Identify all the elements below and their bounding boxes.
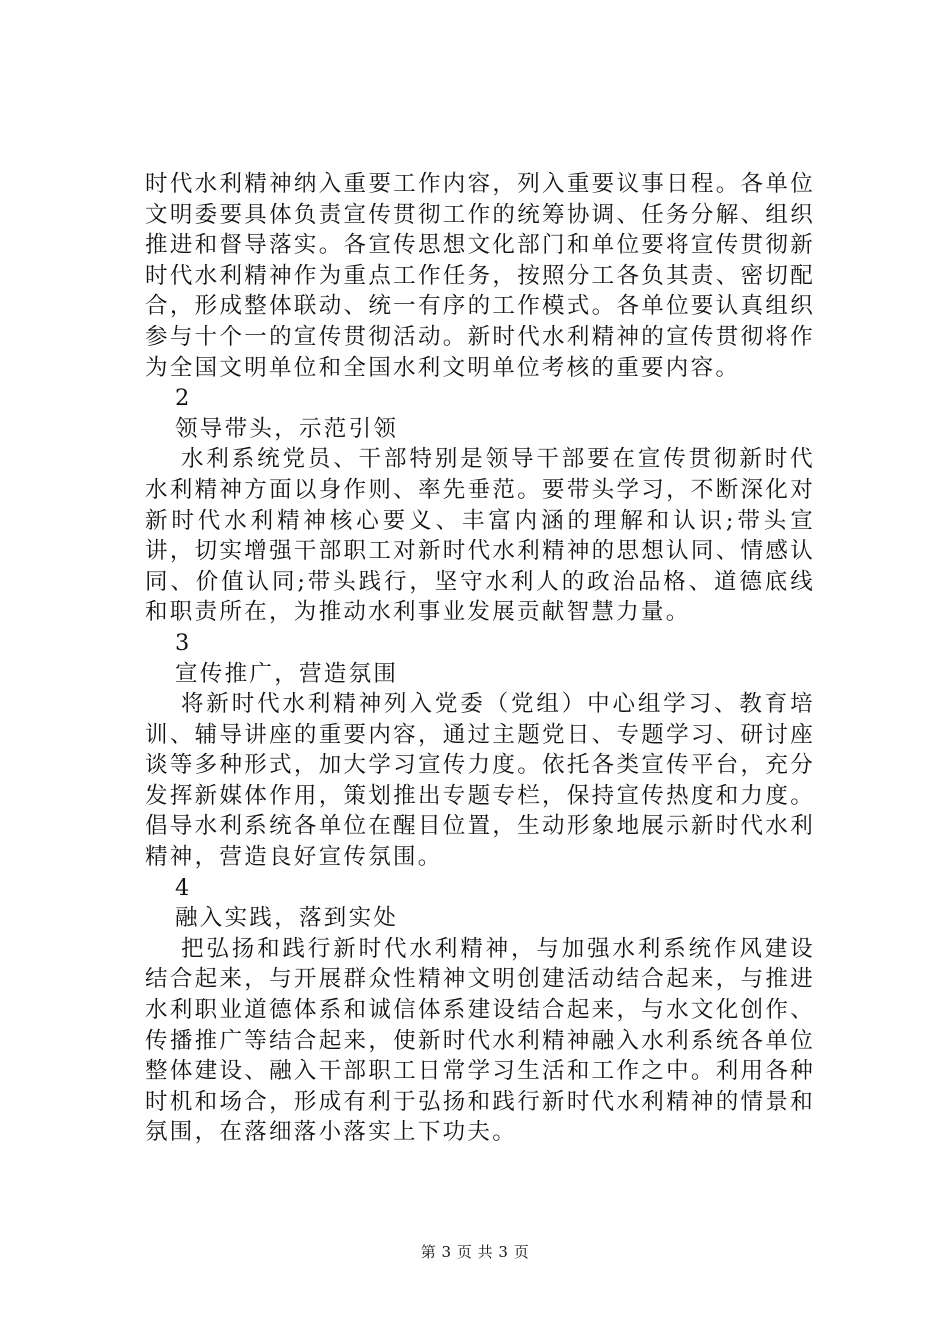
document-body bbox=[145, 169, 815, 1148]
section-heading-promotion: 宣传推广，营造氛围 bbox=[175, 660, 399, 687]
section-number-4: 4 bbox=[175, 874, 190, 901]
section-heading-practice: 融入实践，落到实处 bbox=[175, 905, 399, 932]
paragraph-promotion: 将新时代水利精神列入党委（党组）中心组学习、教育培训、辅导讲座的重要内容，通过主题党日、专题学习、研讨座谈等多种形式，加大学习宣传力度。依托各类宣传平台，充分发挥新媒体作用，策划推出专题专栏，保持宣传热度和力度。倡导水利系统各单位在醒目位置，生动形象地展示新时代水利精神，营造良好宣传氛围。 bbox=[145, 691, 815, 871]
page-footer: 第 3 页 共 3 页 bbox=[420, 1243, 530, 1261]
paragraph-leadership: 水利系统党员、干部特别是领导干部要在宣传贯彻新时代水利精神方面以身作则、率先垂范。要带头学习，不断深化对新时代水利精神核心要义、丰富内涵的理解和认识;带头宣讲，切实增强干部职工对新时代水利精神的思想认同、情感认同、价值认同;带头践行，坚守水利人的政治品格、道德底线和职责所在，为推动水利事业发展贡献智慧力量。 bbox=[145, 446, 815, 626]
paragraph-practice: 把弘扬和践行新时代水利精神，与加强水利系统作风建设结合起来，与开展群众性精神文明创建活动结合起来，与推进水利职业道德体系和诚信体系建设结合起来，与水文化创作、传播推广等结合起来，使新时代水利精神融入水利系统各单位整体建设、融入干部职工日常学习生活和工作之中。利用各种时机和场合，形成有利于弘扬和践行新时代水利精神的情景和氛围，在落细落小落实上下功夫。 bbox=[145, 935, 815, 1146]
section-heading-leadership: 领导带头，示范引领 bbox=[175, 415, 399, 442]
section-number-3: 3 bbox=[175, 629, 190, 656]
paragraph-intro: 时代水利精神纳入重要工作内容，列入重要议事日程。各单位文明委要具体负责宣传贯彻工作的统筹协调、任务分解、组织推进和督导落实。各宣传思想文化部门和单位要将宣传贯彻新时代水利精神作为重点工作任务，按照分工各负其责、密切配合，形成整体联动、统一有序的工作模式。各单位要认真组织参与十个一的宣传贯彻活动。新时代水利精神的宣传贯彻将作为全国文明单位和全国水利文明单位考核的重要内容。 bbox=[145, 171, 815, 381]
section-number-2: 2 bbox=[175, 385, 190, 412]
